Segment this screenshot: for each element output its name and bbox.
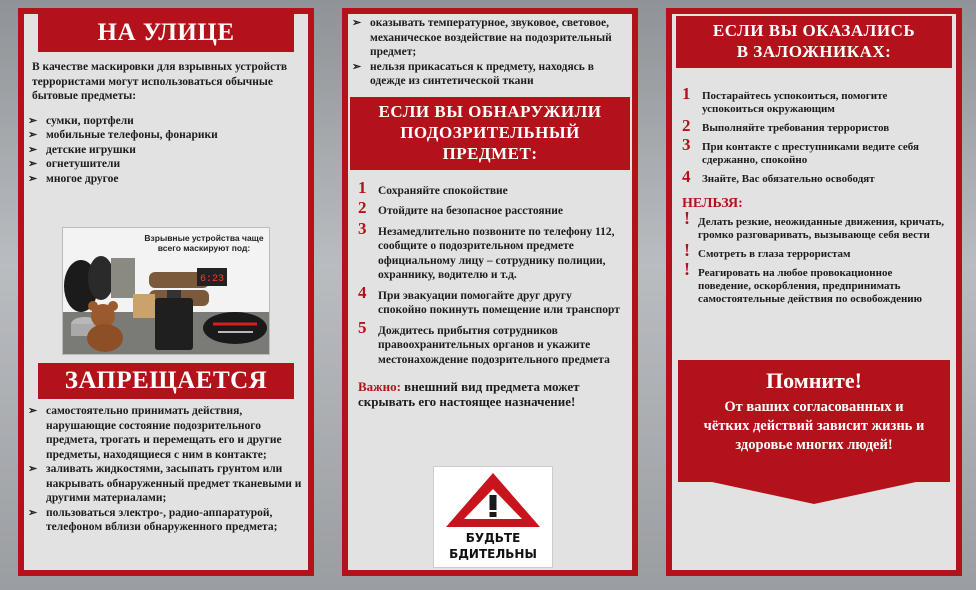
disguised-bombs-illustration <box>62 227 270 355</box>
list-item: 4 Знайте, Вас обязательно освободят <box>682 167 875 186</box>
header-hostage: ЕСЛИ ВЫ ОКАЗАЛИСЬ В ЗАЛОЖНИКАХ: <box>676 16 952 68</box>
nelzya-list <box>672 208 956 306</box>
intro-text: В качестве маскировки для взрывных устройств террористами могут использоваться обычные бытовые предметы: <box>32 61 288 102</box>
remember-text: От ваших согласованных и чётких действий зависит жизнь и здоровье многих людей! <box>703 399 925 453</box>
image-caption: Взрывные устройства чаще всего маскируют под: <box>144 233 264 253</box>
important-text: внешний вид предмета может скрывать его настоящее назначение! <box>358 379 580 409</box>
panel-suspicious-object <box>342 8 638 576</box>
suspicious-steps-list <box>348 170 632 368</box>
forbidden-list-continued <box>348 14 632 89</box>
be-vigilant-sign <box>433 466 553 568</box>
disguise-items-list <box>24 114 308 187</box>
header-on-street: НА УЛИЦЕ <box>38 14 294 52</box>
list-item: ➢ нельзя прикасаться к предмету, находясь в одежде из синтетической ткани <box>348 60 620 89</box>
list-item: ➢ огнетушители <box>24 157 248 172</box>
nelzya-header: НЕЛЬЗЯ: <box>682 196 743 211</box>
list-item: ➢ пользоваться электро-, радио-аппаратурой, телефоном вблизи обнаруженного предмета; <box>24 506 302 535</box>
list-item: 3 Незамедлительно позвоните по телефону 112, сообщите о подозрительном предмете официальному лицу – сотруднику полиции, охраннику, водителю и т.д. <box>358 218 615 281</box>
header-forbidden: ЗАПРЕЩАЕТСЯ <box>38 363 294 399</box>
remember-title: Помните! <box>766 368 862 393</box>
list-item: ! Делать резкие, неожиданные движения, кричать, громко разговаривать, вызывающе себя вести <box>684 208 945 241</box>
list-item: ➢ заливать жидкостями, засыпать грунтом или накрывать обнаруженный предмет тканевыми и другими материалами; <box>24 462 302 506</box>
panel-hostage <box>666 8 962 576</box>
warning-triangle-icon <box>434 469 552 531</box>
remember-box-pointer <box>712 482 916 504</box>
list-item: 5 Дождитесь прибытия сотрудников правоохранительных органов и укажите местонахождение подозрительного предмета <box>358 317 610 366</box>
header-suspicious-object: ЕСЛИ ВЫ ОБНАРУЖИЛИ ПОДОЗРИТЕЛЬНЫЙ ПРЕДМЕТ: <box>350 97 630 170</box>
important-note <box>348 373 632 409</box>
forbidden-list <box>24 404 302 535</box>
sign-line-2: БДИТЕЛЬНЫ <box>449 547 537 561</box>
sign-line-1: БУДЬТЕ <box>465 531 521 545</box>
list-item: ➢ мобильные телефоны, фонарики <box>24 128 248 143</box>
important-label: Важно: <box>358 379 401 394</box>
list-item: 3 При контакте с преступниками ведите себя сдержанно, спокойно <box>682 135 919 166</box>
list-item: ! Реагировать на любое провокационное поведение, оскорбления, предпринимать самостоятельные действия по освобождению <box>684 259 923 305</box>
list-item: 2 Выполняйте требования террористов <box>682 116 890 135</box>
list-item: ! Смотреть в глаза террористам <box>684 240 851 260</box>
list-item: 1 Сохраняйте спокойствие <box>358 177 508 197</box>
disguised-objects-icon <box>63 228 269 354</box>
list-item: 4 При эвакуации помогайте друг другу спокойно покинуть помещение или транспорт <box>358 282 620 316</box>
remember-box <box>678 360 950 482</box>
list-item: ➢ детские игрушки <box>24 143 248 158</box>
bomb-timer-display: 6:23 <box>199 274 225 285</box>
list-item: ➢ самостоятельно принимать действия, нарушающие состояние подозрительного предмета, трогать и перемещать его и другие предметы, находящиеся с ним в контакте; <box>24 404 302 462</box>
panel-on-street <box>18 8 314 576</box>
list-item: 1 Постарайтесь успокоиться, помогите успокоиться окружающим <box>682 84 888 115</box>
list-item: ➢ многое другое <box>24 172 248 187</box>
list-item: ➢ оказывать температурное, звуковое, световое, механическое воздействие на подозрительный предмет; <box>348 16 620 60</box>
hostage-steps-list <box>672 68 956 186</box>
list-item: 2 Отойдите на безопасное расстояние <box>358 198 563 217</box>
list-item: ➢ сумки, портфели <box>24 114 248 129</box>
